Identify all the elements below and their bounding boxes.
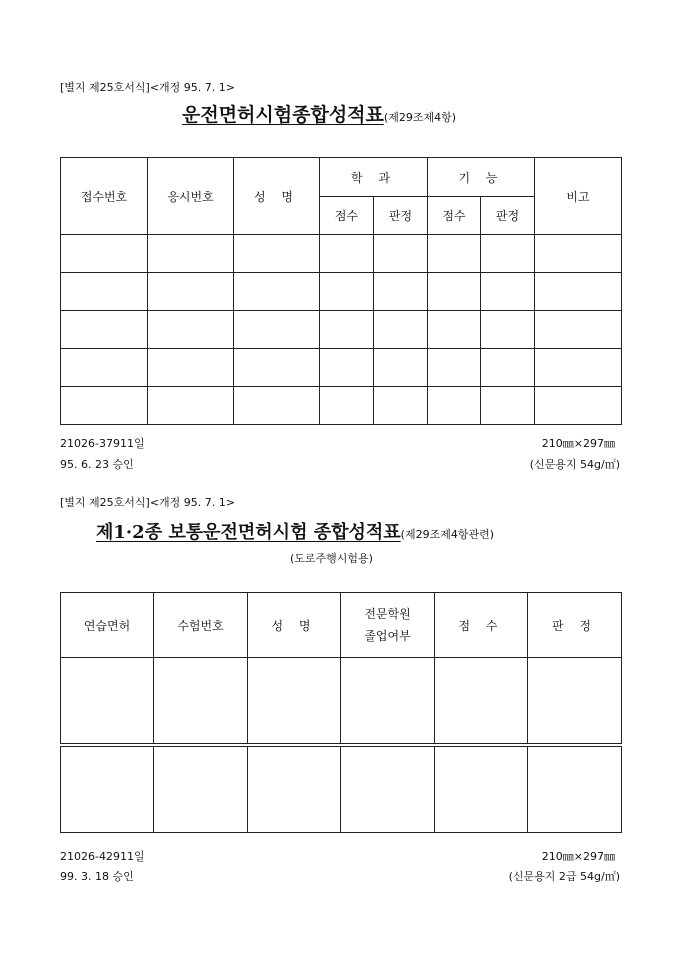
cell[interactable] [234,387,320,425]
col-name: 성 명 [234,158,320,235]
table-row [61,235,622,273]
cell[interactable] [535,273,622,311]
form1-title: 운전면허시험종합성적표 [182,104,384,126]
form1-footer-code: 21026-37911일 [60,437,145,450]
col-skill-verdict: 판정 [481,197,535,235]
col-verdict: 판 정 [528,593,622,658]
cell[interactable] [320,311,374,349]
form1-header: [별지 제25호서식]<개정 95. 7. 1> [60,81,235,94]
cell[interactable] [154,745,248,833]
form2-title: 제1·2종 보통운전면허시험 종합성적표 [96,522,401,543]
form1-footer-size: 210㎜×297㎜ [541,437,615,450]
cell[interactable] [374,387,428,425]
form1-title-block [182,100,456,127]
cell[interactable] [148,387,234,425]
cell[interactable] [154,658,248,745]
col-theory-verdict: 판정 [374,197,428,235]
cell[interactable] [374,273,428,311]
col-name: 성 명 [248,593,341,658]
cell[interactable] [61,387,148,425]
col-score: 점 수 [435,593,528,658]
form1-table [60,157,622,425]
cell[interactable] [61,349,148,387]
col-exam-no: 응시번호 [148,158,234,235]
cell[interactable] [148,273,234,311]
cell[interactable] [535,349,622,387]
form2-footer-paper: (신문용지 2급 54g/㎡) [508,870,620,883]
col-practice-license: 연습면허 [61,593,154,658]
form2-footer-approval: 99. 3. 18 승인 [60,870,134,883]
form2-table [60,592,622,833]
cell[interactable] [435,658,528,745]
col-skill: 기 능 [428,158,535,197]
cell[interactable] [148,311,234,349]
cell[interactable] [481,273,535,311]
cell[interactable] [428,235,481,273]
table-row [61,387,622,425]
col-receipt-no: 접수번호 [61,158,148,235]
form1-footer-paper: (신문용지 54g/㎡) [529,458,620,471]
cell[interactable] [374,235,428,273]
cell[interactable] [481,349,535,387]
cell[interactable] [341,658,435,745]
form1-footer-approval: 95. 6. 23 승인 [60,458,134,471]
form2-title-sub: (제29조제4항관련) [400,528,495,541]
cell[interactable] [320,273,374,311]
col-academy-line2: 졸업여부 [364,629,411,643]
cell[interactable] [320,349,374,387]
cell[interactable] [234,235,320,273]
cell[interactable] [61,658,154,745]
col-remarks: 비고 [535,158,622,235]
form2-footer-size: 210㎜×297㎜ [541,850,615,863]
col-academy-graduation [341,593,435,658]
cell[interactable] [428,273,481,311]
cell[interactable] [428,311,481,349]
table-row [61,658,622,745]
form2-subtitle: (도로주행시험용) [290,552,373,565]
cell[interactable] [234,349,320,387]
cell[interactable] [435,745,528,833]
form2-title-block [96,518,494,544]
table-row [61,745,622,833]
col-exam-no: 수험번호 [154,593,248,658]
cell[interactable] [248,745,341,833]
col-academy-line1: 전문학원 [364,607,411,621]
form2-footer-code: 21026-42911일 [60,850,145,863]
cell[interactable] [528,658,622,745]
cell[interactable] [234,273,320,311]
cell[interactable] [374,349,428,387]
table-row [61,311,622,349]
form2-header: [별지 제25호서식]<개정 95. 7. 1> [60,496,235,509]
cell[interactable] [528,745,622,833]
cell[interactable] [428,387,481,425]
cell[interactable] [148,349,234,387]
table-row [61,349,622,387]
cell[interactable] [234,311,320,349]
cell[interactable] [61,273,148,311]
cell[interactable] [148,235,234,273]
col-theory: 학 과 [320,158,428,197]
cell[interactable] [481,387,535,425]
form1-title-sub: (제29조제4항) [383,111,456,124]
cell[interactable] [61,235,148,273]
col-theory-score: 점수 [320,197,374,235]
cell[interactable] [320,387,374,425]
cell[interactable] [248,658,341,745]
cell[interactable] [481,235,535,273]
cell[interactable] [535,387,622,425]
cell[interactable] [428,349,481,387]
table-row [61,273,622,311]
cell[interactable] [320,235,374,273]
cell[interactable] [61,745,154,833]
cell[interactable] [374,311,428,349]
cell[interactable] [61,311,148,349]
cell[interactable] [481,311,535,349]
cell[interactable] [535,235,622,273]
cell[interactable] [535,311,622,349]
cell[interactable] [341,745,435,833]
col-skill-score: 점수 [428,197,481,235]
